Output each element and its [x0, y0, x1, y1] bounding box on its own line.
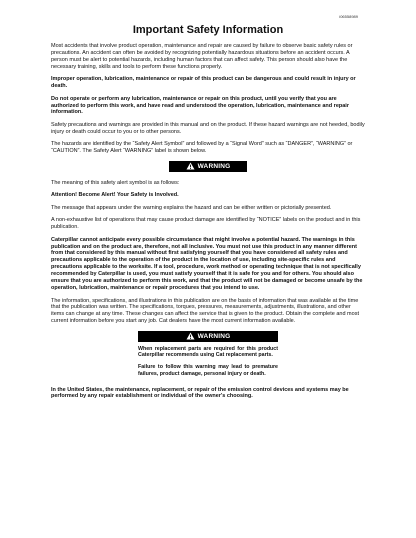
paragraph: Safety precautions and warnings are provided in this manual and on the product. If these hazard warnings are not heeded, bodily injury or death could occur to you or to other persons.: [51, 121, 365, 135]
warning-label-text: WARNING: [197, 162, 231, 170]
paragraph: The meaning of this safety alert symbol is as follows:: [51, 179, 180, 186]
replacement-parts-warning: [138, 331, 278, 378]
document-body: [51, 43, 365, 406]
safety-alert-icon: [186, 162, 195, 170]
warning-label-banner: [169, 161, 247, 172]
paragraph: The hazards are identified by the “Safety Alert Symbol” and followed by a “Signal Word” such as “DANGER”, “WARNING” or “CAUTION”. The Safety Alert “WARNING” label is shown below.: [51, 141, 353, 155]
paragraph: Caterpillar cannot anticipate every possible circumstance that might involve a potential hazard. The warnings in this publication and on the product are, therefore, not all inclusive. You must not use this product in any manner different from that considered by this manual without first satisfying yourself that you have considered all safety rules and precautions applicable to the operation of the product in the location of use, including site-specific rules and precautions applicable to the worksite. If a tool, procedure, work method or operating technique that is not specifically recommended by Caterpillar is used, you must satisfy yourself that it is safe for you and for others. You should also ensure that you are authorized to perform this work, and that the product will not be damaged or become unsafe by the operation, lubrication, maintenance or repair procedures that you intend to use.: [51, 236, 363, 291]
page-title: Important Safety Information: [132, 24, 284, 36]
warning-box-label: WARNING: [197, 332, 231, 340]
paragraph: The message that appears under the warning explains the hazard and can be either written or pictorially presented.: [51, 204, 332, 211]
meaning-section: [51, 180, 365, 325]
paragraph: Do not operate or perform any lubrication, maintenance or repair on this product, until you verify that you are authorized to perform this work, and have read and understood the operation, lubrication, maintenance and repair information.: [51, 95, 349, 116]
warning-box-paragraph: Failure to follow this warning may lead to premature failures, product damage, personal injury or death.: [138, 364, 278, 377]
paragraph: The information, specifications, and illustrations in this publication are on the basis of information that was available at the time that the publication was written. The specifications, torques, pressures, measurements, adjustments, illustrations, and other items can change at any time. These changes can affect the service that is given to the product. Obtain the complete and most current information before you start any job. Cat dealers have the most current information available.: [51, 297, 359, 325]
warning-box-banner: [138, 331, 278, 342]
paragraph: Attention! Become Alert! Your Safety is Involved.: [51, 192, 179, 199]
safety-alert-icon: [186, 332, 195, 340]
intro-section: [51, 43, 365, 155]
document-id: i06558989: [339, 14, 358, 19]
paragraph: A non-exhaustive list of operations that may cause product damage are identified by “NOTICE” labels on the product and in this publication.: [51, 217, 361, 231]
warning-box-paragraph: When replacement parts are required for this product Caterpillar recommends using Cat replacement parts.: [138, 345, 278, 359]
emissions-footer-paragraph: In the United States, the maintenance, replacement, or repair of the emission control devices and systems may be performed by any repair establishment or individual of the owner's choosing.: [51, 386, 349, 400]
paragraph: Most accidents that involve product operation, maintenance and repair are caused by failure to observe basic safety rules or precautions. An accident can often be avoided by recognizing potentially hazardous situations before an accident occurs. A person must be alert to potential hazards, including human factors that can affect safety. This person should also have the necessary training, skills and tools to perform these functions properly.: [51, 43, 353, 70]
paragraph: Improper operation, lubrication, maintenance or repair of this product can be dangerous and could result in injury or death.: [51, 76, 356, 90]
